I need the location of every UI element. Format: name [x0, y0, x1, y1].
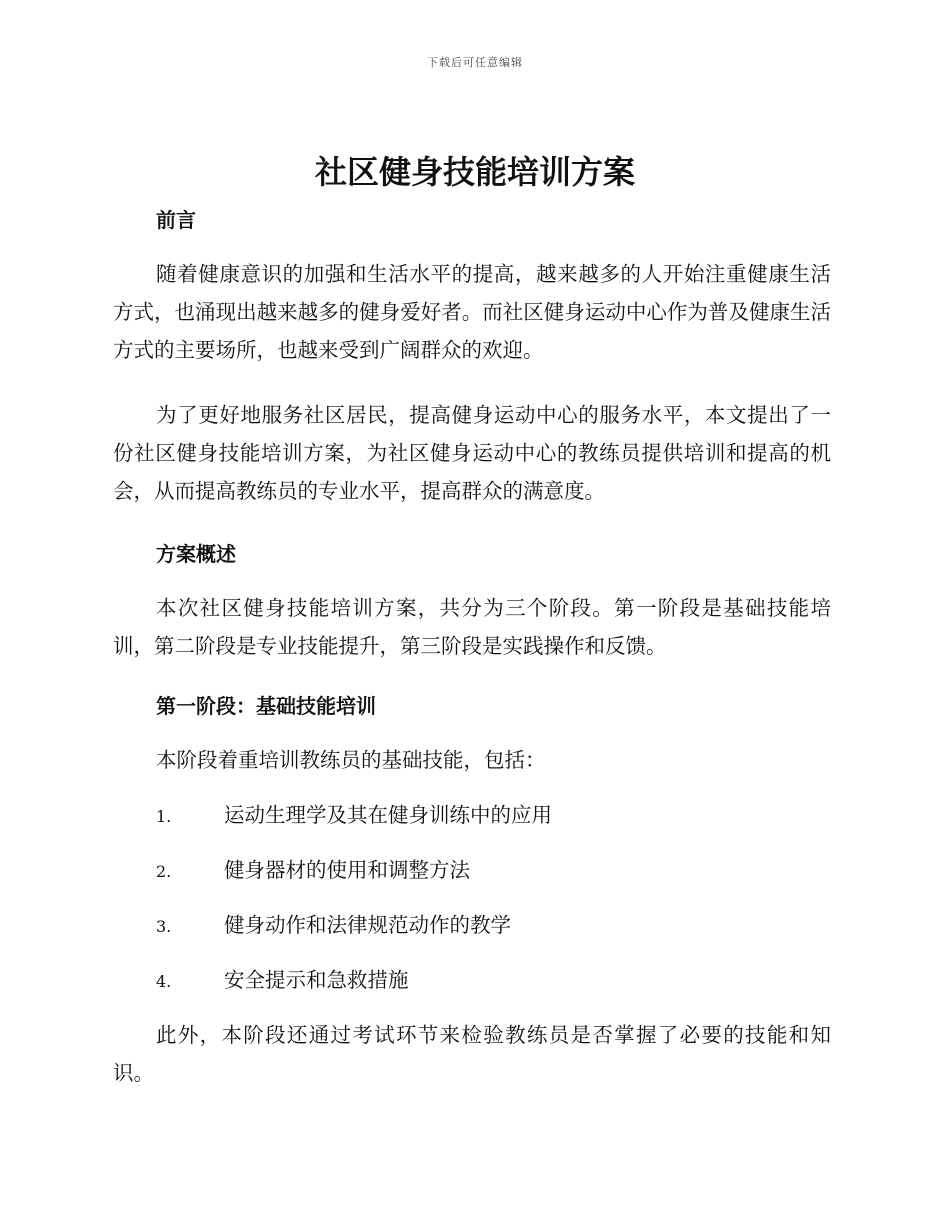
list-item [156, 911, 511, 941]
list-item-number: 3. [156, 917, 172, 936]
section-heading-stage1: 第一阶段：基础技能培训 [156, 694, 376, 718]
list-item-text: 运动生理学及其在健身训练中的应用 [224, 803, 552, 827]
stage1-closing-paragraph: 此外，本阶段还通过考试环节来检验教练员是否掌握了必要的技能和知识。 [113, 1023, 831, 1085]
section-heading-preface: 前言 [156, 208, 196, 232]
header-note: 下载后可任意编辑 [427, 56, 523, 69]
preface-paragraph-1: 随着健康意识的加强和生活水平的提高，越来越多的人开始注重健康生活方式，也涌现出越来越多的健身爱好者。而社区健身运动中心作为普及健康生活方式的主要场所，也越来受到广阔群众的欢迎。 [113, 262, 831, 362]
list-item-text: 安全提示和急救措施 [224, 968, 409, 992]
list-item-number: 2. [156, 862, 172, 881]
list-item-number: 4. [156, 972, 172, 991]
overview-paragraph: 本次社区健身技能培训方案，共分为三个阶段。第一阶段是基础技能培训，第二阶段是专业技能提升，第三阶段是实践操作和反馈。 [113, 596, 831, 658]
list-item-number: 1. [156, 807, 172, 826]
section-heading-overview: 方案概述 [156, 542, 236, 566]
list-item [156, 856, 470, 886]
list-item-text: 健身器材的使用和调整方法 [224, 858, 470, 882]
stage1-intro: 本阶段着重培训教练员的基础技能，包括： [156, 748, 546, 772]
list-item-text: 健身动作和法律规范动作的教学 [224, 913, 511, 937]
list-item [156, 966, 409, 996]
list-item [156, 801, 552, 831]
preface-paragraph-2: 为了更好地服务社区居民，提高健身运动中心的服务水平，本文提出了一份社区健身技能培训方案，为社区健身运动中心的教练员提供培训和提高的机会，从而提高教练员的专业水平，提高群众的满意度。 [113, 403, 831, 503]
document-title: 社区健身技能培训方案 [314, 153, 635, 191]
